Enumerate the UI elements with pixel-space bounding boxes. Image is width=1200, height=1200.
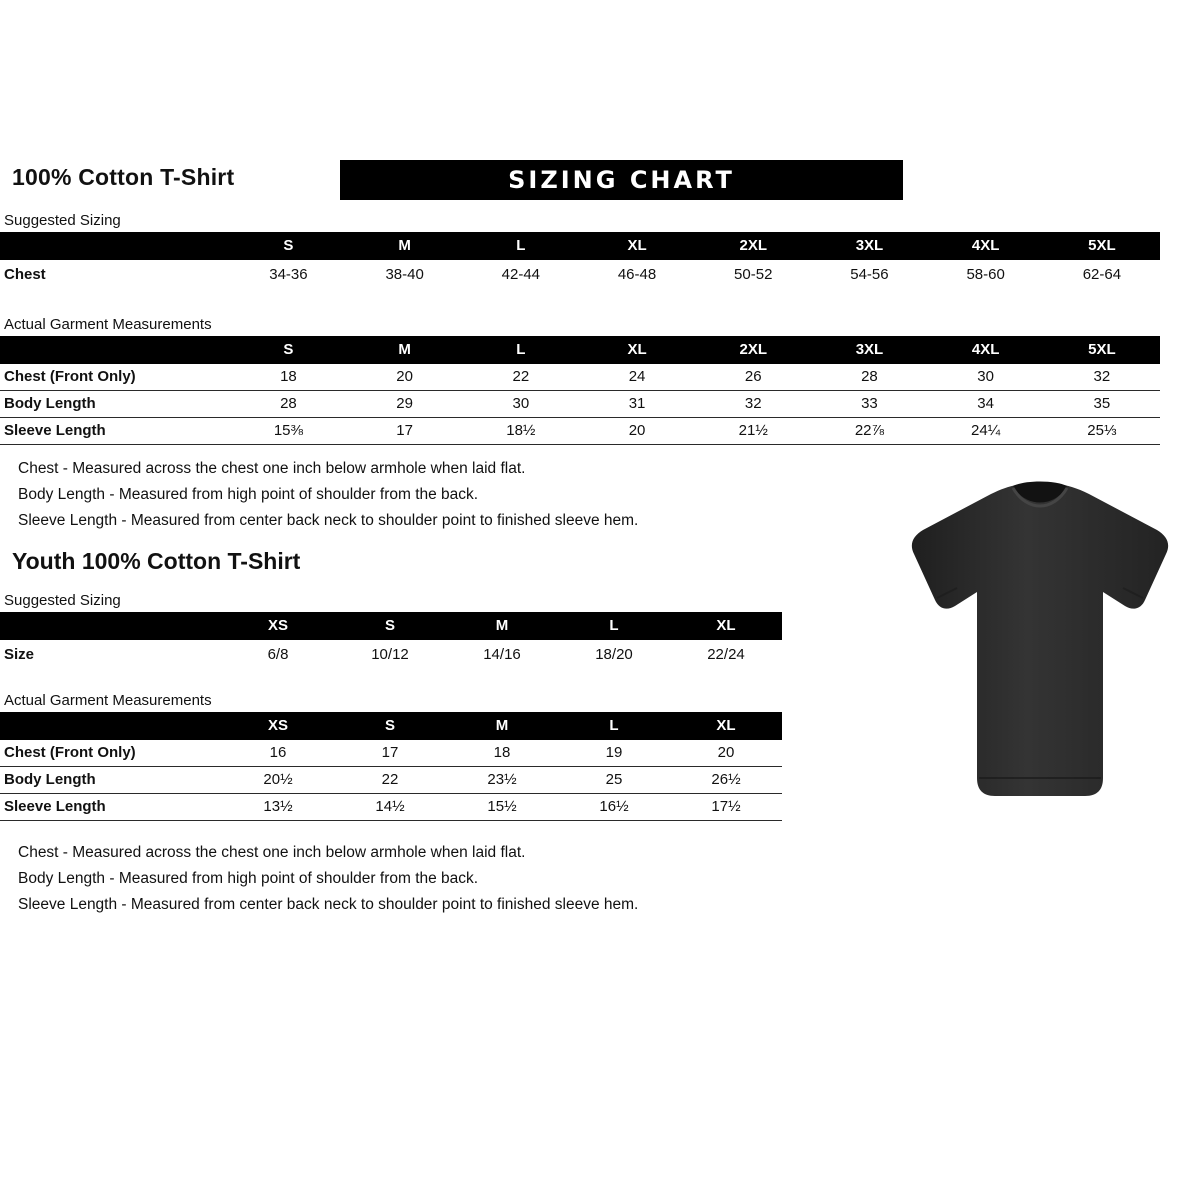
row-label: Sleeve Length (4, 798, 106, 815)
table-row (0, 794, 782, 821)
cell: 29 (396, 395, 413, 412)
col-header: XS (222, 712, 334, 740)
cell: 15⅜ (273, 422, 304, 439)
youth-actual-table (0, 712, 782, 821)
col-header: 2XL (695, 232, 811, 260)
cell: 18/20 (595, 646, 633, 663)
row-label: Body Length (4, 395, 96, 412)
col-header: 5XL (1044, 232, 1160, 260)
table-header-row (0, 232, 1160, 260)
cell: 17 (381, 744, 399, 761)
cell: 13½ (263, 798, 293, 815)
cell: 18½ (506, 422, 536, 439)
cell: 18 (280, 368, 297, 385)
cell: 17½ (711, 798, 741, 815)
cell: 23½ (487, 771, 517, 788)
note-chest: Chest - Measured across the chest one inch below armhole when laid flat. (18, 844, 526, 861)
cell: 14½ (375, 798, 405, 815)
youth-suggested-table (0, 612, 782, 670)
row-label: Sleeve Length (4, 422, 106, 439)
row-label: Chest (4, 266, 46, 283)
col-header: XL (579, 336, 695, 364)
col-header (0, 336, 230, 364)
cell: 30 (512, 395, 530, 412)
col-header (0, 612, 222, 640)
row-label: Size (4, 646, 35, 663)
note-body-length: Body Length - Measured from high point of shoulder from the back. (18, 486, 479, 503)
note-chest: Chest - Measured across the chest one inch below armhole when laid flat. (18, 460, 526, 477)
cell: 46-48 (617, 266, 657, 283)
cell: 54-56 (850, 266, 889, 283)
cell: 50-52 (734, 266, 773, 283)
cell: 38-40 (385, 266, 424, 283)
cell: 17 (396, 422, 413, 439)
cell: 19 (605, 744, 623, 761)
col-header: M (446, 712, 558, 740)
cell: 32 (1093, 368, 1111, 385)
cell: 20 (396, 368, 413, 385)
col-header: 3XL (811, 232, 927, 260)
col-header: 3XL (811, 336, 927, 364)
col-header: S (230, 232, 346, 260)
col-header: S (230, 336, 346, 364)
col-header: XL (579, 232, 695, 260)
col-header: M (347, 232, 463, 260)
cell: 25⅓ (1087, 422, 1117, 439)
col-header: 4XL (928, 232, 1044, 260)
sizing-chart-banner (340, 160, 903, 200)
cell: 42-44 (501, 266, 541, 283)
col-header: S (334, 612, 446, 640)
youth-suggested-label: Suggested Sizing (4, 592, 121, 609)
note-sleeve-length: Sleeve Length - Measured from center back neck to shoulder point to finished sleeve hem. (18, 512, 639, 529)
row-label: Chest (Front Only) (4, 744, 136, 761)
cell: 16½ (599, 798, 629, 815)
cell: 20½ (263, 771, 293, 788)
t-shirt-illustration (895, 478, 1185, 808)
cell: 28 (280, 395, 297, 412)
note-sleeve-length: Sleeve Length - Measured from center back neck to shoulder point to finished sleeve hem. (18, 896, 639, 913)
youth-section-title: Youth 100% Cotton T-Shirt (12, 548, 301, 574)
table-row (0, 418, 1160, 445)
cell: 24¼ (971, 422, 1001, 439)
cell: 22/24 (707, 646, 745, 663)
cell: 18 (493, 744, 511, 761)
adult-actual-table (0, 336, 1160, 445)
col-header: L (558, 612, 670, 640)
adult-notes (18, 456, 638, 534)
youth-actual-label: Actual Garment Measurements (4, 692, 212, 709)
table-header-row (0, 712, 782, 740)
col-header: L (558, 712, 670, 740)
col-header: XS (222, 612, 334, 640)
cell: 26 (744, 368, 762, 385)
table-row (0, 260, 1160, 290)
note-body-length: Body Length - Measured from high point of shoulder from the back. (18, 870, 479, 887)
cell: 62-64 (1082, 266, 1122, 283)
col-header: XL (670, 612, 782, 640)
table-row (0, 640, 782, 670)
col-header: 4XL (928, 336, 1044, 364)
cell: 20 (717, 744, 735, 761)
cell: 10/12 (371, 646, 409, 663)
row-label: Body Length (4, 771, 96, 788)
cell: 22 (381, 771, 399, 788)
cell: 22 (512, 368, 530, 385)
sizing-chart-banner-text: SIZING CHART (508, 166, 735, 194)
youth-notes (18, 840, 638, 918)
cell: 58-60 (966, 266, 1005, 283)
cell: 30 (977, 368, 994, 385)
cell: 31 (628, 395, 646, 412)
col-header (0, 712, 222, 740)
col-header: L (463, 336, 579, 364)
col-header: XL (670, 712, 782, 740)
cell: 33 (861, 395, 878, 412)
cell: 6/8 (267, 646, 289, 663)
cell: 15½ (487, 798, 517, 815)
cell: 24 (628, 368, 646, 385)
col-header: M (446, 612, 558, 640)
table-row (0, 391, 1160, 418)
adult-actual-label: Actual Garment Measurements (4, 316, 212, 333)
table-header-row (0, 612, 782, 640)
cell: 26½ (711, 771, 741, 788)
cell: 35 (1093, 395, 1111, 412)
table-row (0, 364, 1160, 391)
col-header: L (463, 232, 579, 260)
cell: 28 (861, 368, 878, 385)
cell: 22⅞ (854, 422, 885, 439)
cell: 16 (269, 744, 287, 761)
table-row (0, 767, 782, 794)
cell: 25 (605, 771, 623, 788)
cell: 14/16 (483, 646, 521, 663)
row-label: Chest (Front Only) (4, 368, 136, 385)
cell: 34-36 (269, 266, 308, 283)
table-header-row (0, 336, 1160, 364)
col-header: 5XL (1044, 336, 1160, 364)
col-header: S (334, 712, 446, 740)
adult-suggested-label: Suggested Sizing (4, 212, 121, 229)
col-header (0, 232, 230, 260)
adult-suggested-table (0, 232, 1160, 290)
table-row (0, 740, 782, 767)
adult-section-title: 100% Cotton T-Shirt (12, 164, 235, 190)
col-header: M (347, 336, 463, 364)
cell: 20 (628, 422, 646, 439)
cell: 34 (977, 395, 994, 412)
col-header: 2XL (695, 336, 811, 364)
cell: 21½ (738, 422, 768, 439)
cell: 32 (744, 395, 762, 412)
